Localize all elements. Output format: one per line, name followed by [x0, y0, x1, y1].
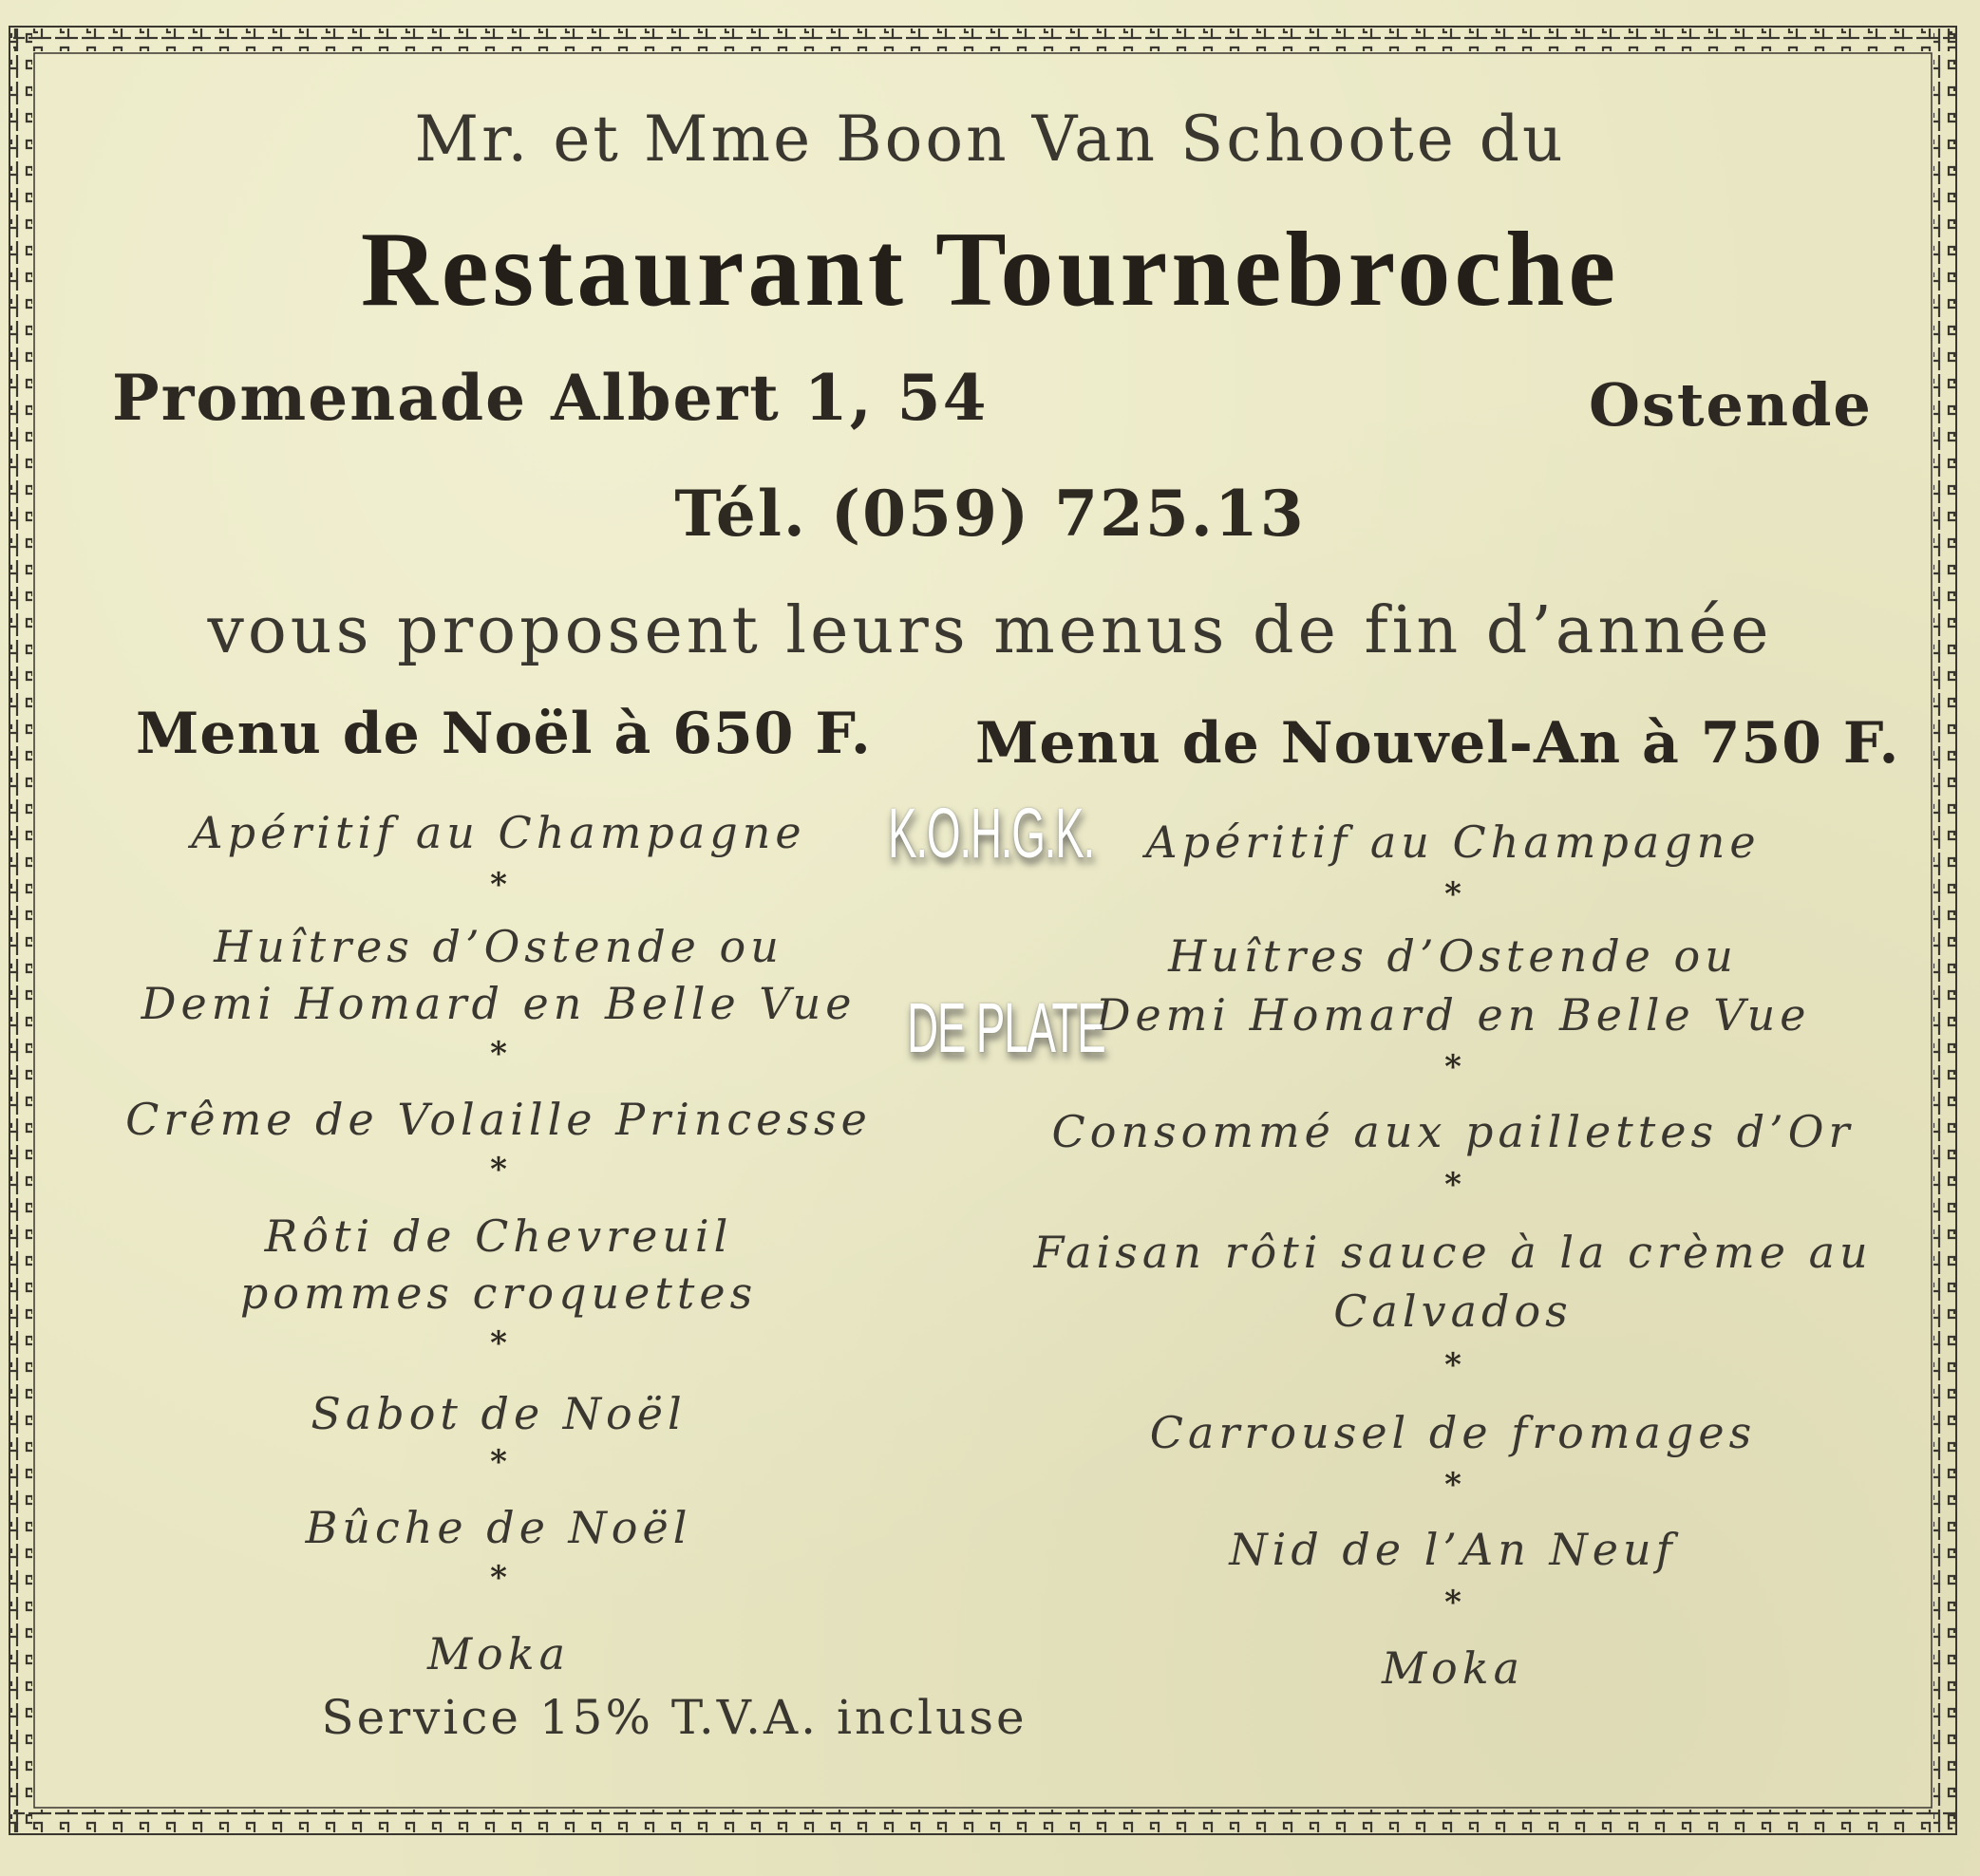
menu-item: Moka: [426, 1628, 571, 1679]
separator-star: *: [490, 1443, 507, 1481]
separator-star: *: [1444, 1048, 1461, 1086]
separator-star: *: [1444, 1466, 1461, 1504]
watermark-line-2: DE PLATE: [907, 988, 1105, 1067]
separator-star: *: [490, 1559, 507, 1597]
phone-number: Tél. (059) 725.13: [674, 477, 1306, 551]
separator-star: *: [1444, 1346, 1461, 1384]
restaurant-name: Restaurant Tournebroche: [360, 211, 1620, 328]
menu-item: Moka: [1381, 1642, 1525, 1694]
menu-item: Apéritif au Champagne: [1145, 816, 1761, 868]
menu-item: Rôti de Chevreuil: [264, 1210, 733, 1262]
street-address: Promenade Albert 1, 54: [112, 361, 989, 435]
menu-item: Crême de Volaille Princesse: [125, 1094, 872, 1145]
separator-star: *: [1444, 875, 1461, 913]
menu-title-noel: Menu de Noël à 650 F.: [136, 701, 872, 767]
menu-item: Demi Homard en Belle Vue: [141, 978, 857, 1029]
service-note: Service 15% T.V.A. incluse: [321, 1690, 1028, 1745]
separator-star: *: [490, 1151, 507, 1189]
menu-item: Nid de l’An Neuf: [1229, 1524, 1677, 1575]
owners-line: Mr. et Mme Boon Van Schoote du: [414, 103, 1566, 176]
menu-item: Calvados: [1333, 1285, 1573, 1337]
menu-item: Carrousel de fromages: [1149, 1407, 1757, 1458]
separator-star: *: [490, 1035, 507, 1073]
menu-item: Faisan rôti sauce à la crème au: [1033, 1227, 1873, 1278]
city-name: Ostende: [1589, 370, 1873, 440]
menu-item: Huîtres d’Ostende ou: [214, 921, 783, 972]
menu-item: Bûche de Noël: [305, 1502, 692, 1553]
menu-nouvel-an: [1021, 816, 1885, 1699]
separator-star: *: [1444, 1166, 1461, 1204]
menu-item: Consommé aux paillettes d’Or: [1051, 1106, 1855, 1157]
menu-item: Apéritif au Champagne: [191, 807, 806, 858]
menu-noel: [104, 807, 893, 1690]
menu-item: Huîtres d’Ostende ou: [1168, 930, 1738, 982]
intro-line: vous proposent leurs menus de fin d’année: [207, 593, 1773, 668]
watermark-line-1: K.O.H.G.K.: [888, 794, 1095, 872]
menu-title-nouvel-an: Menu de Nouvel-An à 750 F.: [975, 710, 1900, 777]
menu-item: Sabot de Noël: [311, 1388, 687, 1439]
menu-item: Demi Homard en Belle Vue: [1095, 989, 1811, 1041]
separator-star: *: [1444, 1584, 1461, 1622]
menu-item: pommes croquettes: [239, 1267, 758, 1319]
separator-star: *: [490, 866, 507, 904]
separator-star: *: [490, 1324, 507, 1362]
